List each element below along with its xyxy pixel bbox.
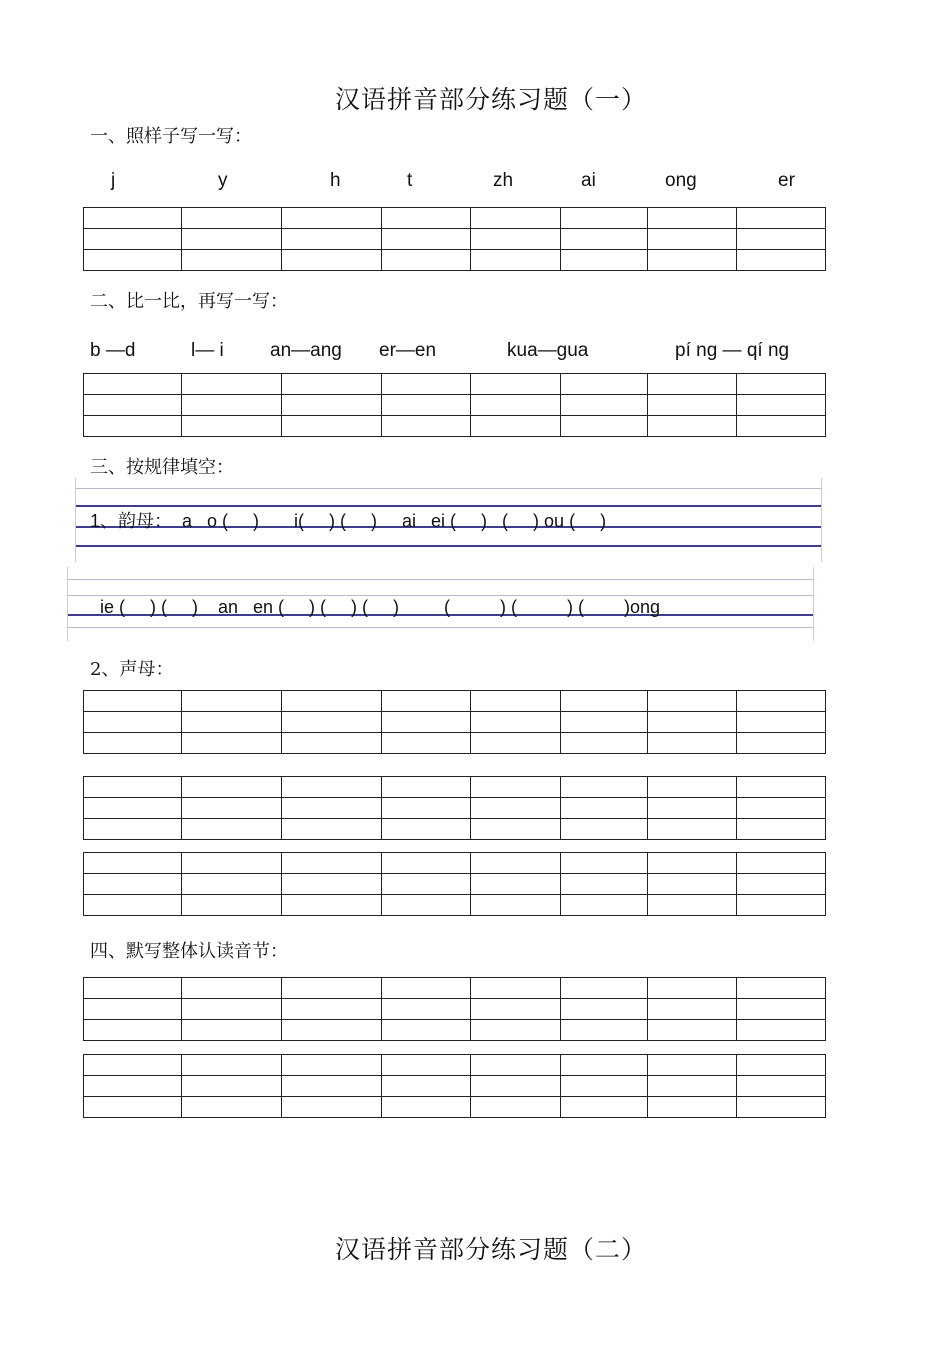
pinyin-letter: h bbox=[330, 170, 341, 191]
pinyin-letter: t bbox=[407, 170, 413, 191]
pinyin-pair: kua—gua bbox=[507, 340, 589, 361]
writing-grid[interactable] bbox=[83, 1054, 826, 1118]
pinyin-pair: an—ang bbox=[270, 340, 342, 361]
pinyin-pair: b —d bbox=[90, 340, 136, 361]
writing-grid[interactable] bbox=[83, 977, 826, 1041]
pinyin-pair: l— i bbox=[191, 340, 224, 361]
writing-grid[interactable] bbox=[83, 690, 826, 754]
writing-grid[interactable] bbox=[83, 373, 826, 437]
finals-fill-line[interactable]: 1、韵母： a o ( ) i( ) ( ) ai ei ( ) ( ) ou ( ) bbox=[90, 511, 607, 531]
pinyin-pair: pí ng — qí ng bbox=[675, 340, 790, 361]
pinyin-letter: j bbox=[111, 170, 116, 191]
pinyin-letter: ai bbox=[581, 170, 596, 191]
finals-fill-line[interactable]: ie ( ) ( ) an en ( ) ( ) ( ) ( ) ( ) ( )ong bbox=[100, 597, 661, 617]
pinyin-letter: er bbox=[778, 170, 795, 191]
page-title: 汉语拼音部分练习题（一） bbox=[335, 85, 648, 114]
section-heading-1: 一、照样子写一写： bbox=[90, 126, 252, 147]
page-title-2: 汉语拼音部分练习题（二） bbox=[335, 1235, 648, 1264]
writing-grid[interactable] bbox=[83, 852, 826, 916]
section-heading-3: 三、按规律填空： bbox=[90, 457, 234, 478]
section-heading-2: 二、比一比，再写一写： bbox=[90, 291, 288, 312]
writing-grid[interactable] bbox=[83, 207, 826, 271]
section-heading-4: 四、默写整体认读音节： bbox=[90, 941, 288, 962]
pinyin-letter: ong bbox=[665, 170, 697, 191]
pinyin-pair: er—en bbox=[379, 340, 437, 361]
writing-grid[interactable] bbox=[83, 776, 826, 840]
subheading-initials: 2、声母： bbox=[90, 659, 174, 680]
pinyin-letter: zh bbox=[493, 170, 514, 191]
pinyin-letter: y bbox=[218, 170, 228, 191]
